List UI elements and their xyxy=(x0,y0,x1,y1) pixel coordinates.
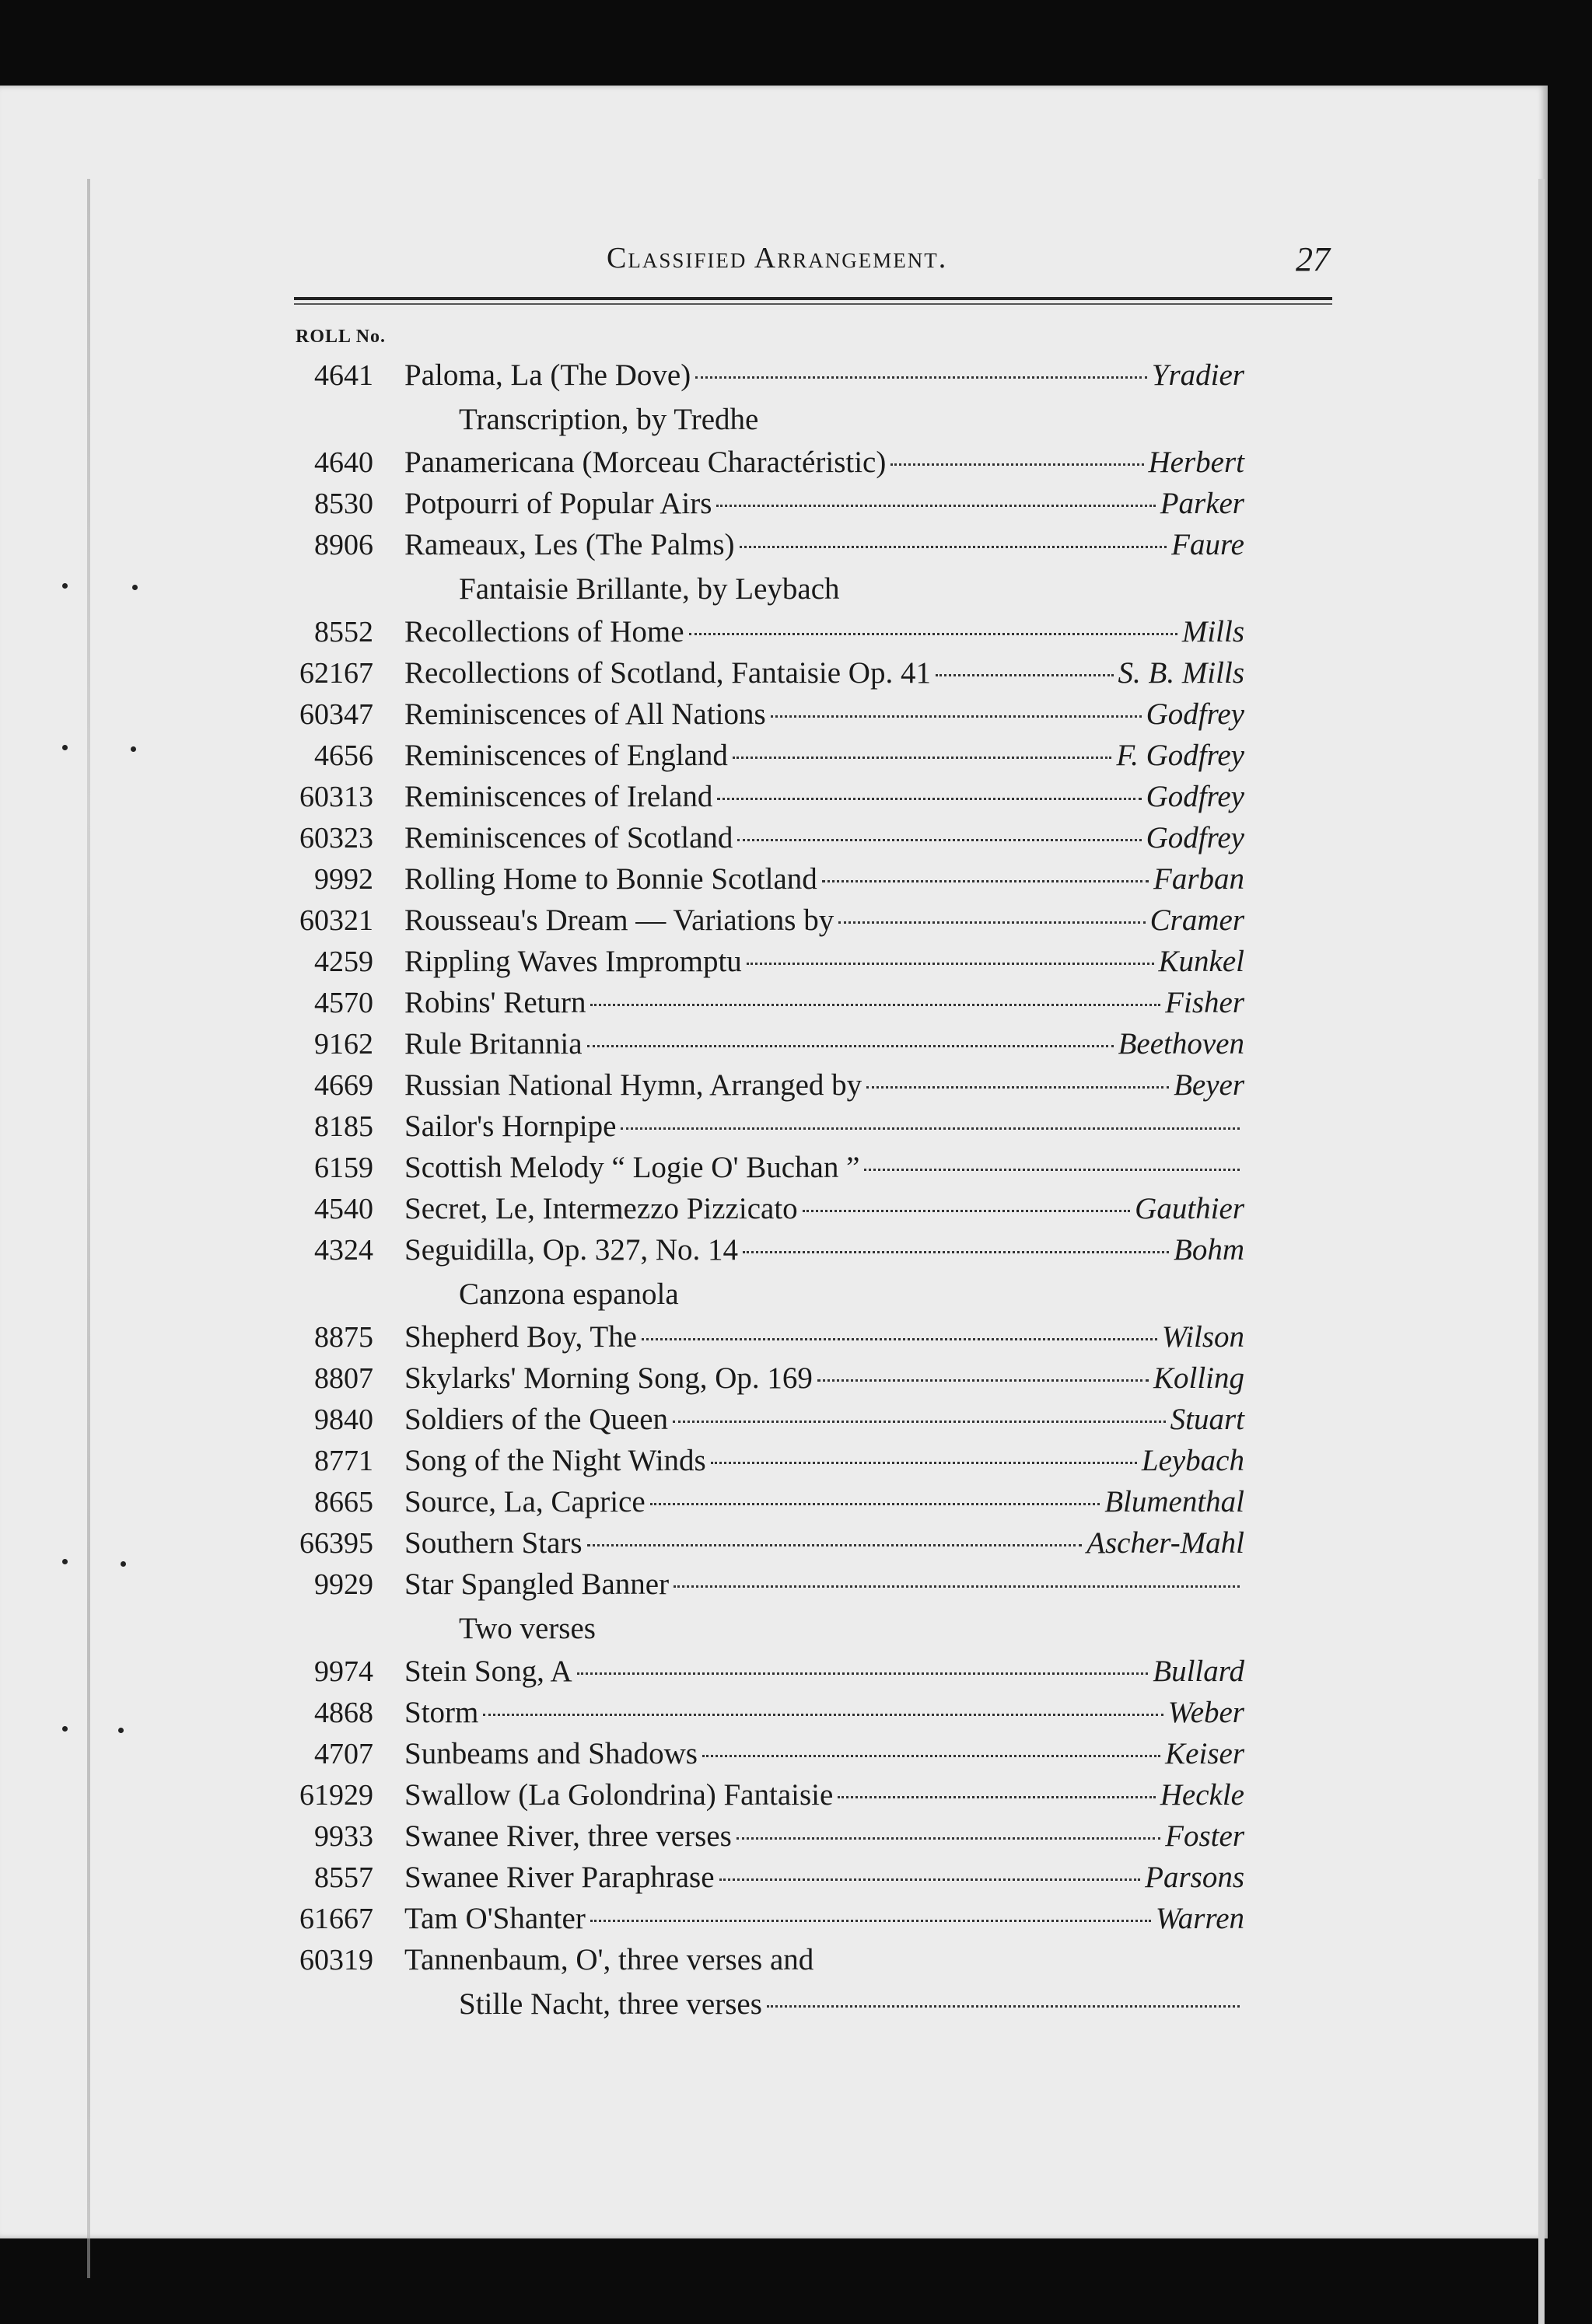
roll-number: 9992 xyxy=(314,863,373,896)
piece-title: Song of the Night Winds xyxy=(404,1444,706,1477)
margin-mark xyxy=(131,746,136,752)
piece-title: Source, La, Caprice xyxy=(404,1485,646,1518)
entry-line xyxy=(272,1860,1244,1901)
composer-name: Keiser xyxy=(1165,1737,1244,1770)
running-head: Classified Arrangement. xyxy=(607,242,948,274)
margin-mark xyxy=(62,1726,68,1732)
piece-title: Scottish Melody “ Logie O' Buchan ” xyxy=(404,1151,860,1184)
margin-mark xyxy=(62,1559,68,1564)
header-rule xyxy=(294,297,1332,300)
composer-name: Foster xyxy=(1165,1819,1244,1853)
roll-number: 4324 xyxy=(314,1234,373,1267)
catalog-entry xyxy=(272,1361,1244,1402)
roll-number: 8807 xyxy=(314,1362,373,1395)
composer-name: Kunkel xyxy=(1158,945,1244,978)
dot-leader xyxy=(838,1796,1155,1798)
roll-number: 9840 xyxy=(314,1403,373,1436)
catalog-entry xyxy=(272,820,1244,861)
piece-title: Tam O'Shanter xyxy=(404,1902,586,1935)
entry-line xyxy=(272,1026,1244,1068)
catalog-entry xyxy=(272,527,1244,614)
dot-leader xyxy=(689,633,1177,635)
entry-line xyxy=(272,1901,1244,1942)
entry-line xyxy=(272,779,1244,820)
catalog-entry xyxy=(272,779,1244,820)
catalog-entry xyxy=(272,1777,1244,1819)
dot-leader xyxy=(673,1421,1166,1423)
entry-line xyxy=(272,1150,1244,1191)
catalog-entry xyxy=(272,1319,1244,1361)
catalog-entry xyxy=(272,1736,1244,1777)
catalog-entry xyxy=(272,1484,1244,1525)
dot-leader xyxy=(890,463,1143,466)
piece-title: Robins' Return xyxy=(404,986,586,1019)
composer-name: Parsons xyxy=(1145,1861,1244,1894)
entry-line xyxy=(272,944,1244,985)
piece-title: Panamericana (Morceau Charactéristic) xyxy=(404,446,887,479)
catalog-entry xyxy=(272,1026,1244,1068)
entry-line xyxy=(272,903,1244,944)
catalog-entry xyxy=(272,1942,1244,2029)
composer-name: Farban xyxy=(1153,862,1244,896)
entry-line xyxy=(272,1191,1244,1232)
piece-title: Secret, Le, Intermezzo Pizzicato xyxy=(404,1192,798,1225)
dot-leader xyxy=(621,1127,1240,1130)
dot-leader xyxy=(771,715,1142,718)
piece-title: Seguidilla, Op. 327, No. 14 xyxy=(404,1233,738,1267)
catalog-entry xyxy=(272,903,1244,944)
page-header xyxy=(296,241,1330,288)
piece-title: Southern Stars xyxy=(404,1526,583,1560)
piece-title: Reminiscences of England xyxy=(404,739,728,772)
composer-name: Blumenthal xyxy=(1104,1485,1244,1518)
roll-number: 4570 xyxy=(314,987,373,1019)
dot-leader xyxy=(483,1714,1163,1716)
roll-number: 8557 xyxy=(314,1861,373,1894)
dot-leader xyxy=(803,1210,1131,1212)
dot-leader xyxy=(743,1251,1169,1253)
catalog-entry xyxy=(272,1150,1244,1191)
entry-line xyxy=(272,1319,1244,1361)
piece-title: Swallow (La Golondrina) Fantaisie xyxy=(404,1778,834,1812)
dot-leader xyxy=(650,1503,1100,1505)
composer-name: Godfrey xyxy=(1146,780,1244,813)
dot-leader xyxy=(737,839,1141,841)
composer-name: Faure xyxy=(1171,528,1244,561)
composer-name: Bohm xyxy=(1174,1233,1244,1267)
roll-number: 62167 xyxy=(299,657,373,690)
roll-number: 8552 xyxy=(314,616,373,648)
entry-line xyxy=(272,1819,1244,1860)
margin-mark xyxy=(62,583,68,589)
dot-leader xyxy=(719,1878,1141,1881)
roll-number: 4259 xyxy=(314,945,373,978)
dot-leader xyxy=(866,1086,1169,1089)
piece-title: Recollections of Scotland, Fantaisie Op. 41 xyxy=(404,656,931,690)
catalog-entry xyxy=(272,985,1244,1026)
composer-name: Bullard xyxy=(1153,1655,1244,1688)
composer-name: Heckle xyxy=(1160,1778,1244,1812)
piece-title: Shepherd Boy, The xyxy=(404,1320,637,1354)
catalog-entry xyxy=(272,1402,1244,1443)
composer-name: Herbert xyxy=(1148,446,1244,479)
catalog-entry xyxy=(272,697,1244,738)
entry-subtitle: Canzona espanola xyxy=(459,1277,679,1311)
roll-number: 9162 xyxy=(314,1028,373,1061)
catalog-entry xyxy=(272,614,1244,655)
piece-title: Paloma, La (The Dove) xyxy=(404,358,691,392)
dot-leader xyxy=(587,1544,1083,1546)
margin-mark xyxy=(62,745,68,750)
dot-leader xyxy=(822,880,1149,882)
roll-number: 8906 xyxy=(314,529,373,561)
entry-line xyxy=(272,655,1244,697)
entry-subtitle xyxy=(272,1983,1244,2025)
composer-name: Beethoven xyxy=(1118,1027,1244,1061)
roll-number: 61667 xyxy=(299,1903,373,1935)
entry-line xyxy=(272,1654,1244,1695)
catalog-entry xyxy=(272,738,1244,779)
entry-line xyxy=(272,1109,1244,1150)
dot-leader xyxy=(740,546,1167,548)
roll-number: 4640 xyxy=(314,446,373,479)
composer-name: Fisher xyxy=(1165,986,1244,1019)
composer-name: Cramer xyxy=(1149,903,1244,937)
entry-line xyxy=(272,1777,1244,1819)
catalog-entry xyxy=(272,1567,1244,1654)
entry-line xyxy=(272,1443,1244,1484)
dot-leader xyxy=(577,1672,1149,1675)
header-rule-thin xyxy=(294,303,1332,305)
piece-title: Recollections of Home xyxy=(404,615,684,648)
dot-leader xyxy=(817,1379,1149,1382)
dot-leader xyxy=(747,963,1154,965)
dot-leader xyxy=(587,1045,1114,1047)
page-edge xyxy=(1538,179,1545,2324)
roll-number: 4641 xyxy=(314,359,373,392)
roll-number: 8771 xyxy=(314,1445,373,1477)
piece-title: Stein Song, A xyxy=(404,1655,572,1688)
roll-number: 8665 xyxy=(314,1486,373,1518)
piece-title: Rolling Home to Bonnie Scotland xyxy=(404,862,817,896)
dot-leader xyxy=(838,921,1145,924)
piece-title: Soldiers of the Queen xyxy=(404,1403,669,1436)
roll-number: 4669 xyxy=(314,1069,373,1102)
roll-number: 8875 xyxy=(314,1321,373,1354)
dot-leader xyxy=(590,1004,1160,1006)
roll-number: 60323 xyxy=(299,822,373,854)
entry-line xyxy=(272,1361,1244,1402)
dot-leader xyxy=(717,798,1141,800)
entry-line xyxy=(272,1942,1244,1983)
piece-title: Potpourri of Popular Airs xyxy=(404,487,712,520)
column-label: ROLL No. xyxy=(296,327,387,347)
dot-leader xyxy=(674,1585,1240,1588)
entry-line xyxy=(272,820,1244,861)
piece-title: Reminiscences of Scotland xyxy=(404,821,733,854)
dot-leader xyxy=(737,1837,1160,1840)
piece-title: Tannenbaum, O', three verses and xyxy=(404,1943,814,1976)
piece-title: Rippling Waves Impromptu xyxy=(404,945,742,978)
roll-number: 60313 xyxy=(299,781,373,813)
entry-subtitle: Transcription, by Tredhe xyxy=(459,403,759,436)
composer-name: Leybach xyxy=(1141,1444,1244,1477)
entry-line xyxy=(272,1402,1244,1443)
entry-line xyxy=(272,527,1244,568)
dot-leader xyxy=(733,757,1111,759)
dot-leader xyxy=(767,2005,1240,2008)
roll-number: 60321 xyxy=(299,904,373,937)
composer-name: F. Godfrey xyxy=(1116,739,1244,772)
subtitle-text: Stille Nacht, three verses xyxy=(459,1987,762,2021)
piece-title: Swanee River, three verses xyxy=(404,1819,732,1853)
roll-number: 9929 xyxy=(314,1568,373,1601)
composer-name: Godfrey xyxy=(1146,697,1244,731)
catalog-entry xyxy=(272,861,1244,903)
catalog-entry xyxy=(272,1695,1244,1736)
catalog-entry xyxy=(272,1191,1244,1232)
margin-mark xyxy=(121,1561,126,1567)
catalog-entry xyxy=(272,1525,1244,1567)
roll-number: 4868 xyxy=(314,1697,373,1729)
entry-gap xyxy=(272,2025,1244,2029)
roll-number: 66395 xyxy=(299,1527,373,1560)
entry-line xyxy=(272,614,1244,655)
composer-name: Mills xyxy=(1181,615,1244,648)
catalog-entry xyxy=(272,1860,1244,1901)
piece-title: Russian National Hymn, Arranged by xyxy=(404,1068,862,1102)
entry-line xyxy=(272,1736,1244,1777)
margin-mark xyxy=(132,585,138,590)
composer-name: Godfrey xyxy=(1146,821,1244,854)
dot-leader xyxy=(711,1462,1137,1464)
roll-number: 9933 xyxy=(314,1820,373,1853)
piece-title: Sunbeams and Shadows xyxy=(404,1737,698,1770)
entry-line xyxy=(272,861,1244,903)
roll-number: 61929 xyxy=(299,1779,373,1812)
entry-line xyxy=(272,358,1244,399)
dot-leader xyxy=(642,1338,1157,1340)
entry-line xyxy=(272,1695,1244,1736)
piece-title: Reminiscences of All Nations xyxy=(404,697,766,731)
roll-number: 4656 xyxy=(314,739,373,772)
catalog-entry xyxy=(272,1068,1244,1109)
catalog-entry xyxy=(272,1819,1244,1860)
entry-subtitle: Two verses xyxy=(459,1612,596,1645)
roll-number: 60319 xyxy=(299,1944,373,1976)
catalog-entry xyxy=(272,1232,1244,1319)
piece-title: Reminiscences of Ireland xyxy=(404,780,713,813)
dot-leader xyxy=(864,1169,1240,1171)
entry-line xyxy=(272,985,1244,1026)
page-number: 27 xyxy=(1296,240,1330,278)
piece-title: Skylarks' Morning Song, Op. 169 xyxy=(404,1361,813,1395)
dot-leader xyxy=(702,1755,1160,1757)
catalog-entry xyxy=(272,358,1244,445)
composer-name: Wilson xyxy=(1161,1320,1244,1354)
piece-title: Rule Britannia xyxy=(404,1027,583,1061)
entry-line xyxy=(272,445,1244,486)
roll-number: 4540 xyxy=(314,1193,373,1225)
piece-title: Swanee River Paraphrase xyxy=(404,1861,715,1894)
composer-name: Beyer xyxy=(1174,1068,1244,1102)
composer-name: Gauthier xyxy=(1135,1192,1244,1225)
margin-mark xyxy=(118,1728,124,1733)
entry-line xyxy=(272,738,1244,779)
composer-name: Parker xyxy=(1160,487,1244,520)
entry-line xyxy=(272,1484,1244,1525)
piece-title: Sailor's Hornpipe xyxy=(404,1110,617,1143)
entry-line xyxy=(272,1525,1244,1567)
catalog-entry xyxy=(272,1654,1244,1695)
roll-number: 4707 xyxy=(314,1738,373,1770)
catalog-entry xyxy=(272,944,1244,985)
catalog-entry xyxy=(272,1443,1244,1484)
dot-leader xyxy=(695,376,1147,379)
page-gutter-shadow xyxy=(87,179,90,2278)
roll-number: 60347 xyxy=(299,698,373,731)
composer-name: Warren xyxy=(1155,1902,1244,1935)
composer-name: Weber xyxy=(1167,1696,1244,1729)
composer-name: Yradier xyxy=(1151,358,1244,392)
roll-number: 6159 xyxy=(314,1152,373,1184)
entry-line xyxy=(272,1567,1244,1608)
catalog-entry xyxy=(272,1109,1244,1150)
composer-name: Ascher-Mahl xyxy=(1086,1526,1244,1560)
piece-title: Rousseau's Dream — Variations by xyxy=(404,903,834,937)
catalog-entry xyxy=(272,445,1244,486)
composer-name: S. B. Mills xyxy=(1118,656,1244,690)
catalog-entry xyxy=(272,486,1244,527)
dot-leader xyxy=(716,505,1155,507)
roll-number: 8185 xyxy=(314,1110,373,1143)
piece-title: Rameaux, Les (The Palms) xyxy=(404,528,735,561)
composer-name: Stuart xyxy=(1170,1403,1244,1436)
piece-title: Storm xyxy=(404,1696,479,1729)
entry-subtitle: Fantaisie Brillante, by Leybach xyxy=(459,572,840,606)
catalog-entry xyxy=(272,1901,1244,1942)
roll-number: 8530 xyxy=(314,488,373,520)
composer-name: Kolling xyxy=(1153,1361,1244,1395)
entry-line xyxy=(272,486,1244,527)
entry-line xyxy=(272,1232,1244,1274)
catalog-list xyxy=(272,358,1244,2029)
roll-number: 9974 xyxy=(314,1655,373,1688)
dot-leader xyxy=(936,674,1114,676)
entry-line xyxy=(272,697,1244,738)
entry-line xyxy=(272,1068,1244,1109)
catalog-entry xyxy=(272,655,1244,697)
dot-leader xyxy=(590,1920,1151,1922)
piece-title: Star Spangled Banner xyxy=(404,1567,670,1601)
